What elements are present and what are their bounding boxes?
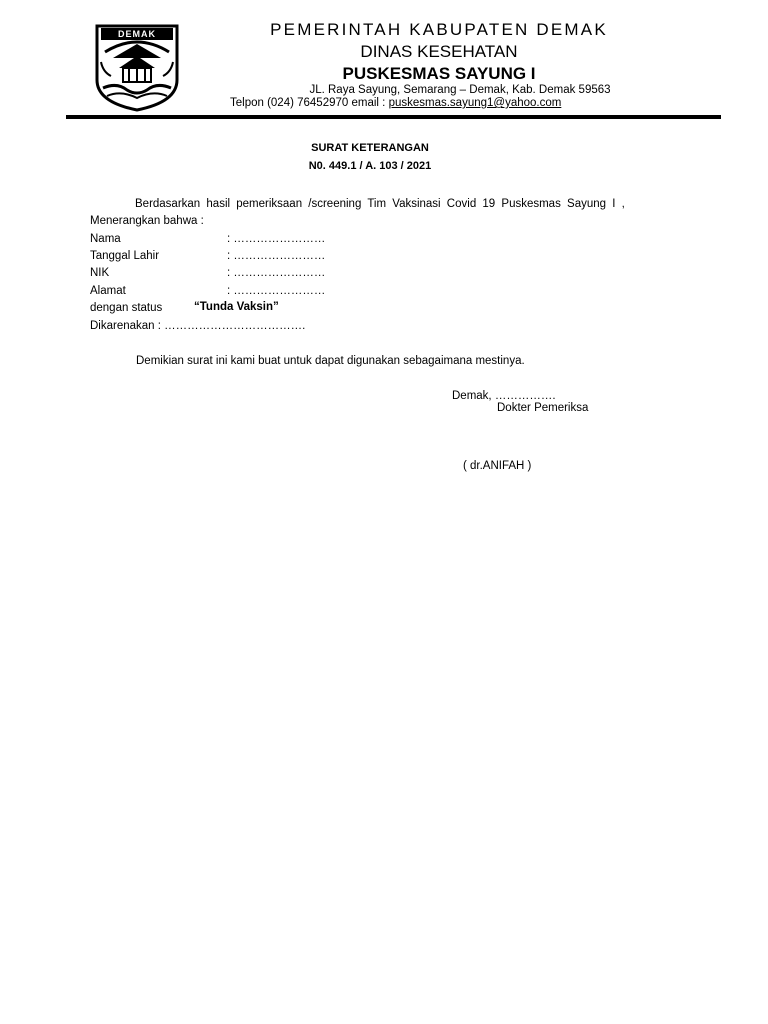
field-label-alamat: Alamat (90, 285, 126, 297)
reason-line: Dikarenakan : ………………………………. (90, 320, 306, 332)
closing-statement: Demikian surat ini kami buat untuk dapat digunakan sebagaimana mestinya. (136, 355, 525, 367)
demak-logo (93, 22, 181, 112)
institution-name: PUSKESMAS SAYUNG I (342, 64, 536, 83)
field-value-alamat: : …………………… (227, 285, 326, 297)
field-value-nama: : …………………… (227, 233, 326, 245)
address-line: JL. Raya Sayung, Semarang – Demak, Kab. Demak 59563 (309, 84, 611, 96)
field-value-tanggal-lahir: : …………………… (227, 250, 326, 262)
field-label-nama: Nama (90, 233, 121, 245)
letter-title: SURAT KETERANGAN (311, 142, 429, 154)
department-name: DINAS KESEHATAN (360, 42, 518, 61)
contact-line (230, 97, 561, 109)
statement-line: Menerangkan bahwa : (90, 215, 204, 227)
signer-name: ( dr.ANIFAH ) (463, 460, 532, 472)
email-link[interactable]: puskesmas.sayung1@yahoo.com (388, 97, 562, 109)
intro-paragraph: Berdasarkan hasil pemeriksaan /screening Tim Vaksinasi Covid 19 Puskesmas Sayung I , (135, 198, 625, 210)
phone-text: Telpon (024) 76452970 email : (230, 97, 389, 109)
field-label-tanggal-lahir: Tanggal Lahir (90, 250, 160, 262)
place-date: Demak, ……………. (452, 390, 556, 402)
government-name: PEMERINTAH KABUPATEN DEMAK (270, 20, 608, 39)
status-label: dengan status (90, 302, 163, 314)
field-label-nik: NIK (90, 267, 110, 279)
letter-number: N0. 449.1 / A. 103 / 2021 (308, 160, 432, 172)
header-divider (66, 115, 721, 119)
logo-text: DEMAK (118, 29, 156, 39)
field-value-nik: : …………………… (227, 267, 326, 279)
status-value: “Tunda Vaksin” (194, 301, 279, 313)
signer-role: Dokter Pemeriksa (497, 402, 589, 414)
